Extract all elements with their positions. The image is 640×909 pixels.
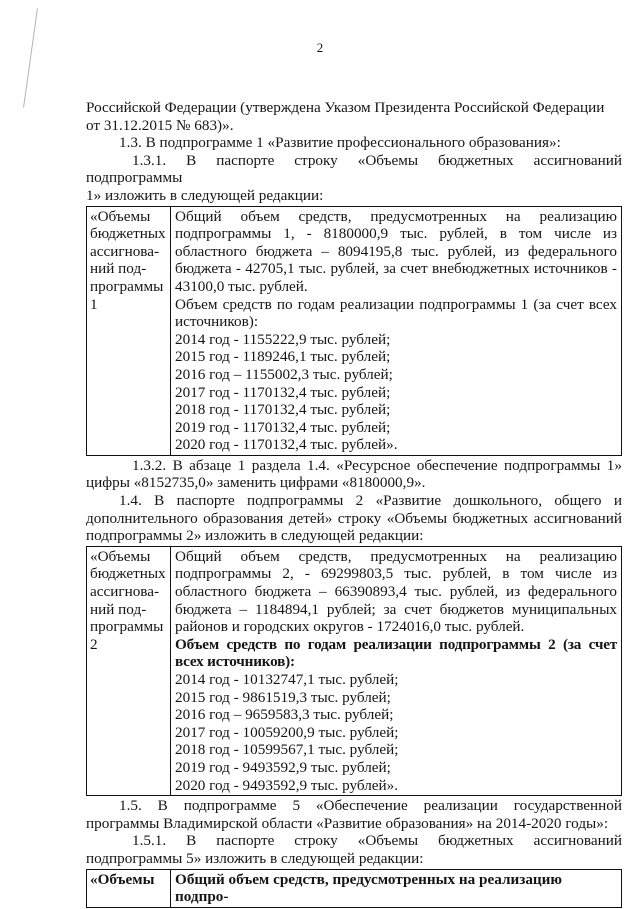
table3-content-cell: Общий объем средств, предусмотренных на реализацию подпро- [171, 869, 622, 907]
table2-label-line: бюджетных [90, 565, 166, 583]
table1-by-year-heading: Объем средств по годам реализации подпрограммы 1 (за счет всех источников): [175, 295, 617, 331]
table2-content-cell [171, 546, 622, 795]
table1-label-cell [87, 206, 171, 455]
table2-year-row: 2018 год - 10599567,1 тыс. рублей; [175, 741, 399, 759]
intro-line-2: от 31.12.2015 № 683)». [86, 116, 234, 134]
table1-year-row: 2019 год - 1170132,4 тыс. рублей; [175, 418, 391, 436]
table2-year-row: 2020 год - 9493592,9 тыс. рублей». [175, 776, 399, 794]
table1-year-row: 2015 год - 1189246,1 тыс. рублей; [175, 348, 391, 366]
table1-label-line: ассигнова- [90, 242, 160, 260]
item-1-3-1 [86, 152, 622, 205]
table2-label-cell [87, 546, 171, 795]
table1-year-row: 2020 год - 1170132,4 тыс. рублей». [175, 436, 398, 454]
table2-label-line: ассигнова- [90, 583, 160, 601]
table1-year-row: 2016 год – 1155002,3 тыс. рублей; [175, 365, 393, 383]
table2-label-line: «Объемы [90, 547, 151, 565]
table2-year-row: 2017 год - 10059200,9 тыс. рублей; [175, 723, 399, 741]
table1-label-line: программы [90, 277, 164, 295]
budget-table-subprogram-2 [86, 546, 622, 796]
table1-label-line: 1 [90, 295, 98, 313]
table2-by-year-heading: Объем средств по годам реализации подпрограммы 2 (за счет всех источников): [175, 635, 617, 671]
budget-table-subprogram-5 [86, 869, 622, 908]
item-1-3-2: 1.3.2. В абзаце 1 раздела 1.4. «Ресурсное обеспечение подпрограммы 1» цифры «8152735,0» заменить цифрами «8180000,9». [86, 456, 622, 492]
scan-artifact-line [23, 8, 38, 107]
item-1-3-1-line-1: 1.3.1. В паспорте строку «Объемы бюджетных ассигнований подпрограммы [86, 151, 622, 187]
table1-label-line: «Объемы [90, 207, 151, 225]
intro-paragraph [86, 99, 622, 134]
item-1-5: 1.5. В подпрограмме 5 «Обеспечение реализации государственной программы Владимирской области «Развитие образования» на 2014-2020 годы»: [86, 797, 622, 832]
budget-table-subprogram-1 [86, 206, 622, 456]
page-number: 2 [316, 40, 324, 55]
item-1-3-1-line-2: 1» изложить в следующей редакции: [86, 186, 324, 204]
item-1-5-1: 1.5.1. В паспорте строку «Объемы бюджетных ассигнований подпрограммы 5» изложить в следующей редакции: [86, 832, 622, 867]
table1-content-cell [171, 206, 622, 455]
table2-label-line: программы [90, 618, 164, 636]
table2-year-row: 2015 год - 9861519,3 тыс. рублей; [175, 688, 391, 706]
document-body [86, 99, 622, 909]
item-1-3: 1.3. В подпрограмме 1 «Развитие профессионального образования»: [119, 134, 561, 152]
item-1-4: 1.4. В паспорте подпрограммы 2 «Развитие дошкольного, общего и дополнительного образования детей» строку «Объемы бюджетных ассигнований подпрограммы 2» изложить в следующей редакции: [86, 492, 622, 545]
table2-year-row: 2016 год – 9659583,3 тыс. рублей; [175, 706, 394, 724]
intro-line-1: Российской Федерации (утверждена Указом Президента Российской Федерации [86, 99, 605, 116]
table1-label-line: ний под- [90, 260, 147, 278]
table2-total: Общий объем средств, предусмотренных на реализацию подпрограммы 2, - 69299803,5 тыс. рублей, в том числе из областного бюджета – 66390893,4 тыс. рублей, из федерального бюджета – 1184894,1 рублей; за счет бюджетов муниципальных районов и городских округов - 1724016,0 тыс. рублей. [175, 547, 617, 636]
table3-label-cell: «Объемы [87, 869, 171, 907]
table2-label-line: ний под- [90, 600, 147, 618]
table2-year-row: 2019 год - 9493592,9 тыс. рублей; [175, 758, 391, 776]
table1-label-line: бюджетных [90, 225, 166, 243]
table2-label-line: 2 [90, 635, 98, 653]
table1-year-row: 2017 год - 1170132,4 тыс. рублей; [175, 383, 391, 401]
table1-year-row: 2014 год - 1155222,9 тыс. рублей; [175, 330, 391, 348]
table1-total: Общий объем средств, предусмотренных на реализацию подпрограммы 1, - 8180000,9 тыс. рублей, в том числе из областного бюджета – 8094195,8 тыс. рублей, из федерального бюджета - 42705,1 тыс. рублей, за счет внебюджетных источников - 43100,0 тыс. рублей. [175, 207, 617, 295]
table1-year-row: 2018 год - 1170132,4 тыс. рублей; [175, 401, 391, 419]
table2-year-row: 2014 год - 10132747,1 тыс. рублей; [175, 671, 399, 688]
